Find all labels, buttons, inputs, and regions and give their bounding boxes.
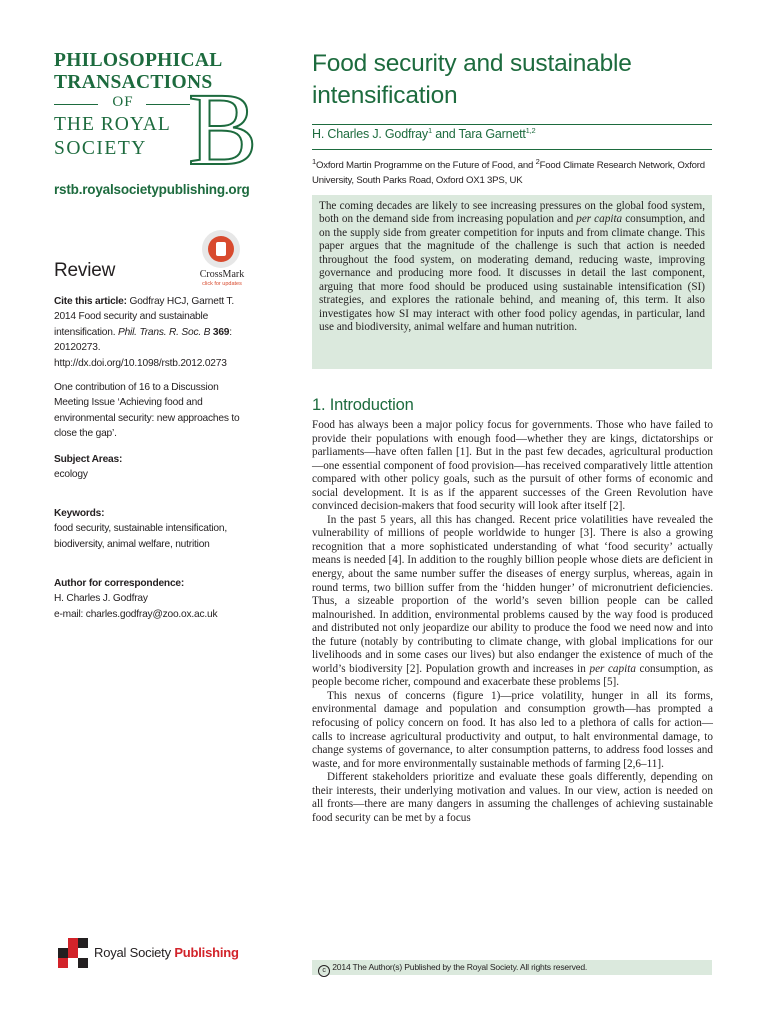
citation-volume: 369 — [212, 326, 230, 338]
author-1: H. Charles J. Godfray — [312, 127, 428, 141]
crossmark-icon — [202, 230, 240, 268]
publisher-name — [94, 945, 239, 960]
copyright-footer — [312, 960, 712, 975]
keywords-value: food security, sustainable intensification, biodiversity, animal welfare, nutrition — [54, 523, 227, 550]
author-1-sup: 1 — [427, 125, 432, 135]
author-and: and Tara Garnett — [431, 127, 526, 141]
subject-areas — [54, 452, 254, 483]
publisher-name-accent: Publishing — [174, 945, 239, 960]
crossmark-label: CrossMark — [199, 269, 245, 280]
subject-value: ecology — [54, 469, 88, 481]
journal-name-line1: PHILOSOPHICAL — [54, 50, 223, 71]
correspondence-name: H. Charles J. Godfray — [54, 593, 148, 605]
journal-url-link[interactable]: rstb.royalsocietypublishing.org — [54, 182, 250, 197]
paragraph-4: Different stakeholders prioritize and evaluate these goals differently, depending on their interests, their underlying motivation and values. In our view, action is needed on all fronts—there are many dangers in assuming the challenges of achieving sustainable food security can be met by a focus — [312, 771, 713, 824]
affil-part-2: Food Climate Research Network, Oxford University, South Parks Road, Oxford OX1 3PS, UK — [312, 160, 705, 186]
correspondence-heading: Author for correspondence: — [54, 578, 185, 589]
abstract-text-b: consumption, and on the supply side from greater competition for inputs and from climate change. This paper argues that the magnitude of the challenge is such that action is needed throughout the food system, on moderating demand, reducing waste, improving governance and producing more food. It discusses in detail the last component, arguing that more food should be produced using sustainable intensification (SI) strategies, and explores the rationale behind, and meaning of, this term. It also investigates how SI may interact with other food policy agendas, in particular, land use and biodiversity, animal welfare and human nutrition. — [319, 213, 705, 334]
copyright-icon: c — [318, 965, 330, 977]
paragraph-2-emphasis: per capita — [589, 662, 636, 675]
title-rule — [312, 124, 712, 125]
paragraph-2 — [312, 514, 713, 690]
abstract-emphasis: per capita — [576, 213, 623, 226]
author-2-sup: 1,2 — [525, 125, 536, 135]
affil-sup-2: 2 — [535, 156, 540, 166]
paragraph-3: This nexus of concerns (figure 1)—price volatility, hunger in all its forms, environmental damage and population and consumption growth—has prompted a refocusing of policy concern on food. It has also led to a plethora of calls for action—calls to increase agricultural productivity and output, to halt environmental damage, to change systems of governance, to alter consumption patterns, to address food losses and waste, and for more environmentally sustainable methods of farming [2,6–11]. — [312, 689, 713, 770]
crossmark-sublabel: click for updates — [202, 281, 242, 287]
journal-section-letter: B — [188, 72, 258, 187]
citation-journal: Phil. Trans. R. Soc. B — [118, 326, 211, 338]
paragraph-2-a: In the past 5 years, all this has changed. Recent price volatilities have revealed the vulnerability of millions of people worldwide to hunger [3]. There is also a growing recognition that a more sophisticated understanding of what ‘food security’ actually means is needed [4]. In addition to the roughly billion people whose diets are deficient in energy, about the same number suffer the diseases of energy surplus, whereas, again in round terms, two billion suffer from the ‘hidden hunger’ of micronutrient deficiencies. Thus, a sizeable proportion of the world’s seven billion people can be called malnourished. In addition, environmental problems caused by the way food is produced and distributed not only jeopardize our ability to produce the food we need now and into the future (notably by contributing to climate change, with global implications for our livelihoods and in some cases our lives) but also endanger the existence of much of the world’s biodiversity [2]. Population growth and increases in — [312, 513, 713, 675]
paragraph-1: Food has always been a major policy focus for governments. Those who have failed to provide their populations with enough food—whether they are kings, dictatorships or parliaments—have often fallen [1]. But in the past few decades, agricultural production—one essential component of food provision—has received comparatively little attention compared with other policy goals, such as the pursuit of other forms of economic and social development. It is as if the apparent successes of the Green Revolution have convinced decision-makers that food security will look after itself [2]. — [312, 419, 713, 513]
citation-text: Godfray HCJ, Garnett T. 2014 Food security and sustainable intensification. — [54, 296, 234, 338]
correspondence — [54, 576, 254, 622]
article-body — [312, 419, 713, 825]
affil-sup-1: 1 — [312, 156, 316, 166]
affiliations — [312, 158, 717, 188]
publisher-name-text: Royal Society — [94, 945, 171, 960]
journal-masthead — [54, 50, 258, 187]
journal-name-line2: TRANSACTIONS — [54, 72, 213, 93]
citation-doi-link[interactable]: http://dx.doi.org/10.1098/rstb.2012.0273 — [54, 357, 227, 369]
subject-heading: Subject Areas: — [54, 454, 123, 465]
section-heading-introduction: 1. Introduction — [312, 396, 414, 414]
paragraph-2-b: consumption, as people become richer, compound and exacerbate these problems [5]. — [312, 662, 713, 689]
article-title — [312, 48, 712, 112]
article-title-line2: intensification — [312, 82, 458, 109]
article-title-line1: Food security and sustainable — [312, 50, 632, 77]
citation-article-no: : 20120273. — [54, 326, 232, 354]
copyright-text: 2014 The Author(s) Published by the Royal Society. All rights reserved. — [332, 962, 588, 972]
journal-name-line3: THE ROYAL — [54, 114, 171, 135]
affil-part-1: Oxford Martin Programme on the Future of Food, and — [315, 160, 536, 171]
correspondence-email-link[interactable]: e-mail: charles.godfray@zoo.ox.ac.uk — [54, 608, 218, 620]
article-authors — [312, 127, 535, 141]
authors-rule — [312, 149, 712, 150]
abstract-text-a: The coming decades are likely to see increasing pressures on the global food system, both on the demand side from increasing population and — [319, 200, 705, 226]
contribution-note: One contribution of 16 to a Discussion Meeting Issue ‘Achieving food and environmental security: new approaches to close the gap’. — [54, 382, 240, 440]
crossmark-button[interactable] — [190, 228, 256, 292]
abstract-panel — [312, 195, 712, 369]
citation-label: Cite this article: — [54, 296, 127, 307]
citation-block — [54, 294, 254, 371]
keywords-heading: Keywords: — [54, 508, 105, 519]
journal-name-of — [54, 94, 194, 111]
article-type: Review — [54, 260, 116, 281]
royal-society-logo[interactable] — [54, 934, 264, 974]
journal-of-text: OF — [112, 94, 134, 110]
journal-name-line4: SOCIETY — [54, 138, 147, 159]
keywords — [54, 506, 254, 552]
